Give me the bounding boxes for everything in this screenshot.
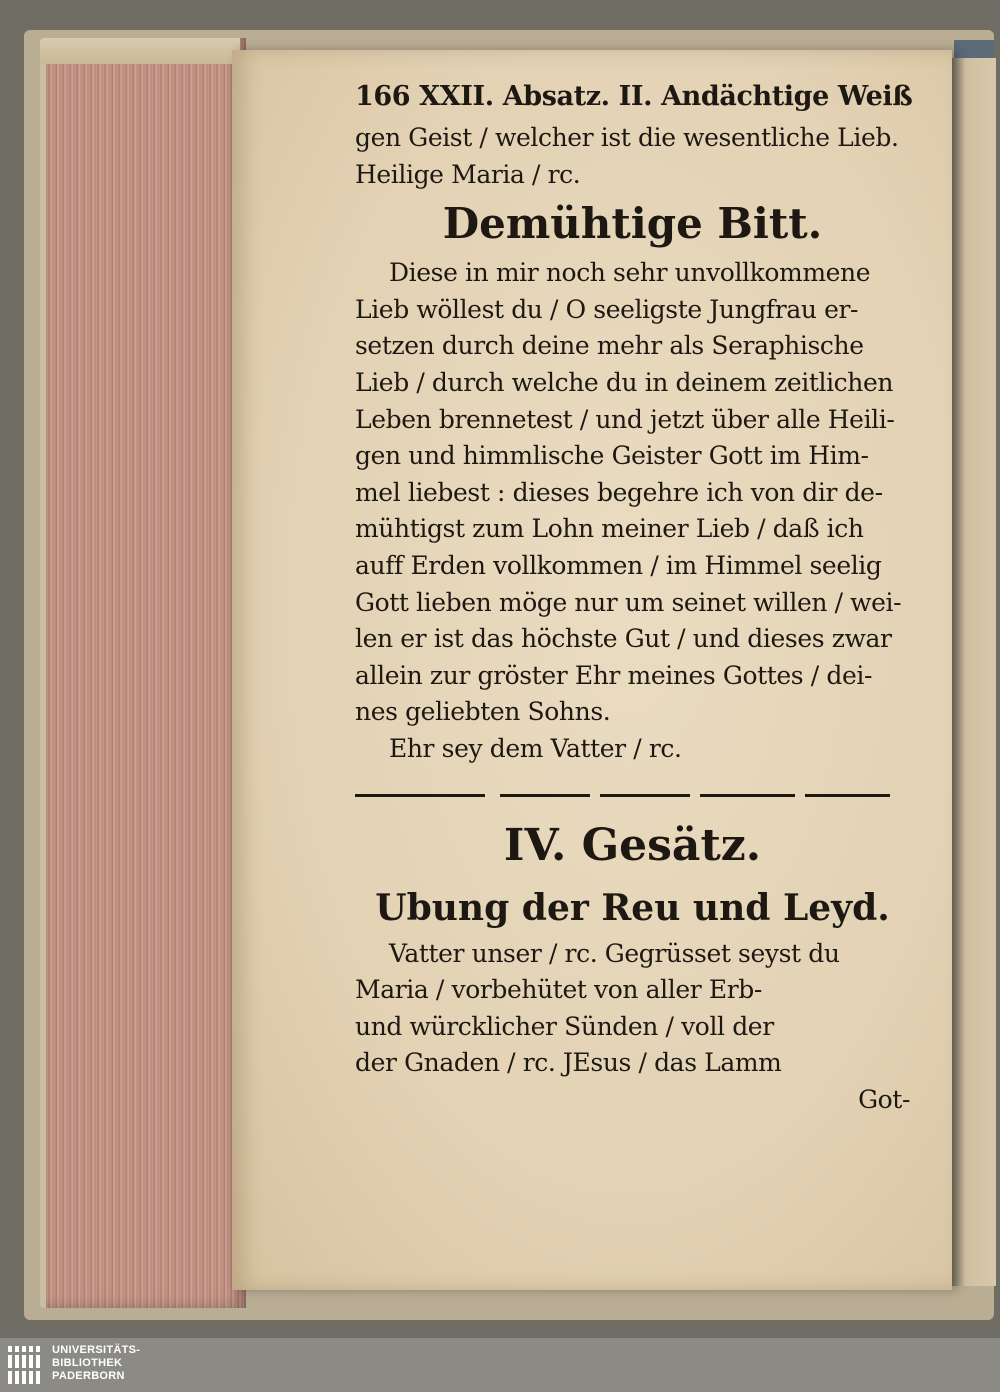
text-line: der Gnaden / rc. JEsus / das Lamm <box>355 1048 782 1078</box>
library-name-line: UNIVERSITÄTS- <box>52 1344 141 1356</box>
facing-page-edge <box>952 58 996 1286</box>
library-logo-icon <box>6 1344 46 1386</box>
catchword: Got- <box>858 1084 910 1114</box>
text-line: auff Erden vollkommen / im Himmel seelig <box>355 550 882 580</box>
text-line: mel liebest : dieses begehre ich von dir de- <box>355 477 883 507</box>
text-line: Leben brennetest / und jetzt über alle Heili- <box>355 404 895 434</box>
text-line: Lieb wöllest du / O seeligste Jungfrau er- <box>355 294 859 324</box>
library-footer <box>0 1338 1000 1392</box>
doxology-line: Ehr sey dem Vatter / rc. <box>389 733 682 763</box>
text-line: setzen durch deine mehr als Seraphische <box>355 331 864 361</box>
text-line: Lieb / durch welche du in deinem zeitlichen <box>355 367 894 397</box>
text-line: und würcklicher Sünden / voll der <box>355 1011 774 1041</box>
text-line: gen Geist / welcher ist die wesentliche Lieb. <box>355 123 899 152</box>
page-edges-top <box>40 38 240 64</box>
page-text <box>355 74 913 1118</box>
section-heading: IV. Gesätz. <box>503 819 762 871</box>
text-line: nes geliebten Sohns. <box>355 697 611 727</box>
text-line: Vatter unser / rc. Gegrüsset seyst du <box>389 938 840 968</box>
text-line: gen und himmlische Geister Gott im Him- <box>355 441 869 471</box>
text-line: Diese in mir noch sehr unvollkommene <box>389 258 871 288</box>
library-name-line: PADERBORN <box>52 1370 125 1382</box>
text-line: len er ist das höchste Gut / und dieses zwar <box>355 624 892 654</box>
text-line: mühtigst zum Lohn meiner Lieb / daß ich <box>355 514 864 544</box>
text-line: Maria / vorbehütet von aller Erb- <box>355 975 762 1005</box>
library-name <box>52 1344 140 1383</box>
subsection-heading: Ubung der Reu und Leyd. <box>375 886 890 929</box>
text-line: Gott lieben möge nur um seinet willen / wei- <box>355 587 902 617</box>
text-line: allein zur gröster Ehr meines Gottes / dei- <box>355 660 872 690</box>
ornamental-divider <box>355 768 910 812</box>
spine-tag <box>954 40 994 60</box>
text-line: Heilige Maria / rc. <box>355 159 581 189</box>
library-name-line: BIBLIOTHEK <box>52 1357 123 1369</box>
running-header: 166 XXII. Absatz. II. Andächtige Weiß <box>355 81 913 112</box>
page-edges <box>40 38 246 1308</box>
section-heading: Demühtige Bitt. <box>442 199 823 249</box>
